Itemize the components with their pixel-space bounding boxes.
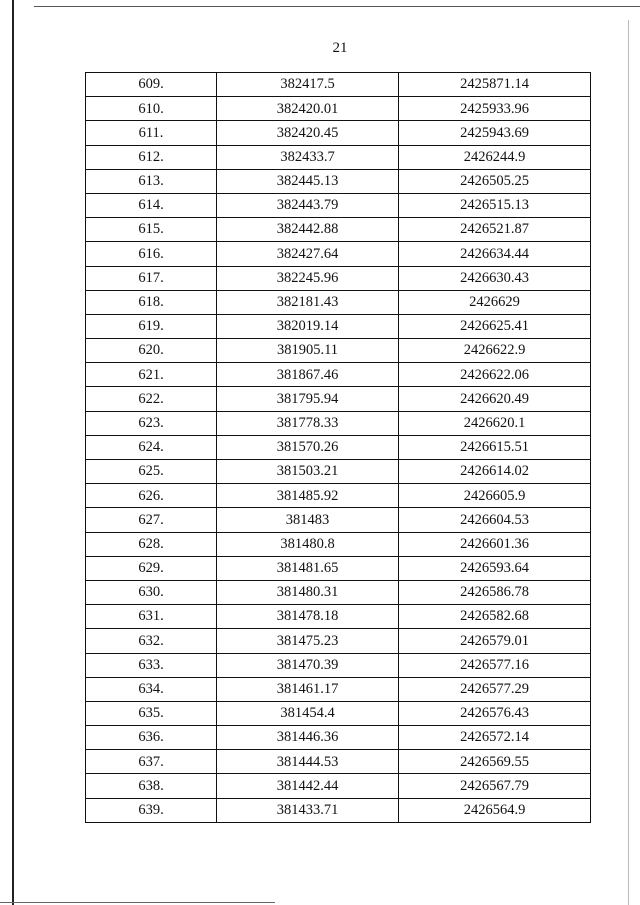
x-coordinate-cell: 381480.31: [217, 580, 399, 604]
point-number-cell: 628.: [86, 532, 217, 556]
point-number-cell: 636.: [86, 726, 217, 750]
x-coordinate-cell: 381778.33: [217, 411, 399, 435]
y-coordinate-cell: 2426625.41: [399, 314, 591, 338]
scan-edge-right: [628, 20, 629, 905]
point-number-cell: 626.: [86, 484, 217, 508]
y-coordinate-cell: 2426604.53: [399, 508, 591, 532]
x-coordinate-cell: 381461.17: [217, 677, 399, 701]
page-number: 21: [332, 40, 348, 56]
point-number-cell: 609.: [86, 73, 217, 97]
point-number-cell: 614.: [86, 193, 217, 217]
y-coordinate-cell: 2426505.25: [399, 169, 591, 193]
point-number-cell: 621.: [86, 363, 217, 387]
table-row: [86, 339, 591, 363]
point-number-cell: 611.: [86, 121, 217, 145]
x-coordinate-cell: 381570.26: [217, 435, 399, 459]
y-coordinate-cell: 2426515.13: [399, 193, 591, 217]
x-coordinate-cell: 381485.92: [217, 484, 399, 508]
x-coordinate-cell: 382433.7: [217, 145, 399, 169]
point-number-cell: 625.: [86, 460, 217, 484]
y-coordinate-cell: 2425871.14: [399, 73, 591, 97]
x-coordinate-cell: 382443.79: [217, 193, 399, 217]
table-row: [86, 193, 591, 217]
table-row: [86, 218, 591, 242]
x-coordinate-cell: 382442.88: [217, 218, 399, 242]
table-row: [86, 677, 591, 701]
y-coordinate-cell: 2426579.01: [399, 629, 591, 653]
x-coordinate-cell: 381442.44: [217, 774, 399, 798]
coordinates-table: [85, 72, 591, 823]
table-row: [86, 145, 591, 169]
table-row: [86, 290, 591, 314]
point-number-cell: 616.: [86, 242, 217, 266]
table-row: [86, 121, 591, 145]
y-coordinate-cell: 2426586.78: [399, 580, 591, 604]
point-number-cell: 637.: [86, 750, 217, 774]
point-number-cell: 612.: [86, 145, 217, 169]
point-number-cell: 627.: [86, 508, 217, 532]
point-number-cell: 618.: [86, 290, 217, 314]
table-row: [86, 484, 591, 508]
x-coordinate-cell: 382420.45: [217, 121, 399, 145]
y-coordinate-cell: 2426576.43: [399, 701, 591, 725]
y-coordinate-cell: 2425943.69: [399, 121, 591, 145]
table-row: [86, 508, 591, 532]
table-row: [86, 701, 591, 725]
point-number-cell: 620.: [86, 339, 217, 363]
table-row: [86, 460, 591, 484]
table-row: [86, 653, 591, 677]
point-number-cell: 617.: [86, 266, 217, 290]
y-coordinate-cell: 2426630.43: [399, 266, 591, 290]
point-number-cell: 624.: [86, 435, 217, 459]
table-row: [86, 750, 591, 774]
point-number-cell: 613.: [86, 169, 217, 193]
y-coordinate-cell: 2426620.1: [399, 411, 591, 435]
y-coordinate-cell: 2426620.49: [399, 387, 591, 411]
x-coordinate-cell: 382445.13: [217, 169, 399, 193]
table-row: [86, 73, 591, 97]
y-coordinate-cell: 2426601.36: [399, 532, 591, 556]
x-coordinate-cell: 381480.8: [217, 532, 399, 556]
table-row: [86, 435, 591, 459]
table-row: [86, 580, 591, 604]
y-coordinate-cell: 2426622.06: [399, 363, 591, 387]
point-number-cell: 635.: [86, 701, 217, 725]
y-coordinate-cell: 2426593.64: [399, 556, 591, 580]
scan-edge-left: [12, 0, 14, 905]
y-coordinate-cell: 2426605.9: [399, 484, 591, 508]
table-row: [86, 726, 591, 750]
table-row: [86, 314, 591, 338]
table-row: [86, 242, 591, 266]
table-row: [86, 169, 591, 193]
y-coordinate-cell: 2426615.51: [399, 435, 591, 459]
y-coordinate-cell: 2426572.14: [399, 726, 591, 750]
x-coordinate-cell: 382245.96: [217, 266, 399, 290]
point-number-cell: 630.: [86, 580, 217, 604]
point-number-cell: 639.: [86, 798, 217, 822]
y-coordinate-cell: 2426577.16: [399, 653, 591, 677]
table-row: [86, 556, 591, 580]
x-coordinate-cell: 381433.71: [217, 798, 399, 822]
y-coordinate-cell: 2426569.55: [399, 750, 591, 774]
point-number-cell: 631.: [86, 605, 217, 629]
x-coordinate-cell: 381478.18: [217, 605, 399, 629]
table-row: [86, 629, 591, 653]
x-coordinate-cell: 381867.46: [217, 363, 399, 387]
point-number-cell: 615.: [86, 218, 217, 242]
y-coordinate-cell: 2426564.9: [399, 798, 591, 822]
point-number-cell: 610.: [86, 97, 217, 121]
table-row: [86, 774, 591, 798]
table-row: [86, 411, 591, 435]
y-coordinate-cell: 2426622.9: [399, 339, 591, 363]
x-coordinate-cell: 382427.64: [217, 242, 399, 266]
y-coordinate-cell: 2426567.79: [399, 774, 591, 798]
point-number-cell: 622.: [86, 387, 217, 411]
point-number-cell: 634.: [86, 677, 217, 701]
x-coordinate-cell: 381475.23: [217, 629, 399, 653]
x-coordinate-cell: 382181.43: [217, 290, 399, 314]
table-row: [86, 363, 591, 387]
table-row: [86, 387, 591, 411]
x-coordinate-cell: 381503.21: [217, 460, 399, 484]
x-coordinate-cell: 381481.65: [217, 556, 399, 580]
scan-edge-top: [34, 6, 640, 7]
x-coordinate-cell: 382420.01: [217, 97, 399, 121]
y-coordinate-cell: 2426244.9: [399, 145, 591, 169]
x-coordinate-cell: 381454.4: [217, 701, 399, 725]
table-row: [86, 798, 591, 822]
point-number-cell: 619.: [86, 314, 217, 338]
coordinates-table-body: [86, 73, 591, 823]
y-coordinate-cell: 2426521.87: [399, 218, 591, 242]
y-coordinate-cell: 2426614.02: [399, 460, 591, 484]
point-number-cell: 623.: [86, 411, 217, 435]
x-coordinate-cell: 382019.14: [217, 314, 399, 338]
x-coordinate-cell: 381470.39: [217, 653, 399, 677]
scan-edge-bottom: [0, 902, 275, 903]
y-coordinate-cell: 2426634.44: [399, 242, 591, 266]
x-coordinate-cell: 381795.94: [217, 387, 399, 411]
point-number-cell: 629.: [86, 556, 217, 580]
x-coordinate-cell: 381483: [217, 508, 399, 532]
x-coordinate-cell: 381446.36: [217, 726, 399, 750]
point-number-cell: 633.: [86, 653, 217, 677]
y-coordinate-cell: 2426629: [399, 290, 591, 314]
x-coordinate-cell: 381905.11: [217, 339, 399, 363]
x-coordinate-cell: 381444.53: [217, 750, 399, 774]
x-coordinate-cell: 382417.5: [217, 73, 399, 97]
y-coordinate-cell: 2425933.96: [399, 97, 591, 121]
y-coordinate-cell: 2426577.29: [399, 677, 591, 701]
table-row: [86, 605, 591, 629]
point-number-cell: 638.: [86, 774, 217, 798]
point-number-cell: 632.: [86, 629, 217, 653]
table-row: [86, 266, 591, 290]
table-row: [86, 97, 591, 121]
table-row: [86, 532, 591, 556]
y-coordinate-cell: 2426582.68: [399, 605, 591, 629]
